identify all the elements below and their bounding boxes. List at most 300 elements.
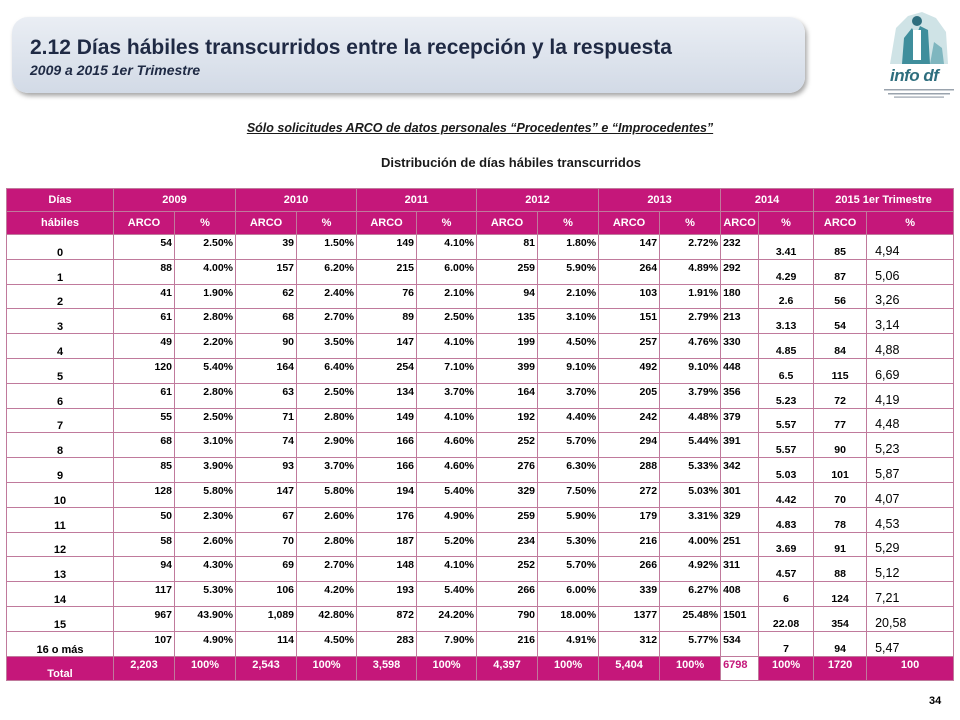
table-cell: 2.10% bbox=[538, 284, 599, 309]
table-cell: 2.20% bbox=[175, 334, 236, 359]
table-cell: 193 bbox=[357, 582, 417, 607]
table-cell: 7 bbox=[759, 631, 814, 656]
table-row bbox=[7, 507, 954, 532]
table-cell: 391 bbox=[721, 433, 759, 458]
table-cell: 2.90% bbox=[297, 433, 357, 458]
table-cell: 70 bbox=[814, 482, 867, 507]
table-cell: 5.30% bbox=[175, 582, 236, 607]
table-cell: 2.80% bbox=[297, 532, 357, 557]
row-label-dias: 11 bbox=[7, 507, 114, 532]
table-cell: 1501 bbox=[721, 606, 759, 631]
total-cell: 2,543 bbox=[236, 656, 297, 680]
table-cell: 68 bbox=[236, 309, 297, 334]
table-cell: 7.50% bbox=[538, 482, 599, 507]
table-row bbox=[7, 606, 954, 631]
table-body bbox=[7, 235, 954, 657]
table-cell: 88 bbox=[814, 557, 867, 582]
table-cell: 5,06 bbox=[867, 259, 954, 284]
table-cell: 55 bbox=[114, 408, 175, 433]
header-year-2014: 2014 bbox=[721, 189, 814, 212]
table-cell: 4.90% bbox=[417, 507, 477, 532]
table-cell: 4.10% bbox=[417, 408, 477, 433]
table-cell: 1.91% bbox=[660, 284, 721, 309]
total-row bbox=[7, 656, 954, 680]
table-cell: 3.31% bbox=[660, 507, 721, 532]
table-caption: Distribución de días hábiles transcurridos bbox=[380, 155, 642, 170]
header-year-2011: 2011 bbox=[357, 189, 477, 212]
table-cell: 6.20% bbox=[297, 259, 357, 284]
table-cell: 205 bbox=[599, 383, 660, 408]
table-cell: 2.30% bbox=[175, 507, 236, 532]
table-cell: 2.50% bbox=[297, 383, 357, 408]
table-cell: 90 bbox=[236, 334, 297, 359]
total-cell: 100% bbox=[660, 656, 721, 680]
table-cell: 4.60% bbox=[417, 433, 477, 458]
table-cell: 68 bbox=[114, 433, 175, 458]
table-row bbox=[7, 532, 954, 557]
table-cell: 252 bbox=[477, 433, 538, 458]
row-label-dias: 0 bbox=[7, 235, 114, 260]
table-cell: 5.90% bbox=[538, 507, 599, 532]
table-cell: 54 bbox=[114, 235, 175, 260]
table-cell: 69 bbox=[236, 557, 297, 582]
table-cell: 67 bbox=[236, 507, 297, 532]
table-cell: 94 bbox=[814, 631, 867, 656]
table-cell: 3.10% bbox=[175, 433, 236, 458]
row-label-dias: 15 bbox=[7, 606, 114, 631]
table-cell: 6.00% bbox=[417, 259, 477, 284]
table-cell: 1377 bbox=[599, 606, 660, 631]
table-cell: 39 bbox=[236, 235, 297, 260]
header-arco: ARCO bbox=[357, 212, 417, 235]
table-cell: 4.57 bbox=[759, 557, 814, 582]
table-cell: 5.44% bbox=[660, 433, 721, 458]
table-cell: 4.29 bbox=[759, 259, 814, 284]
logo-fineprint bbox=[884, 88, 954, 98]
table-cell: 3.10% bbox=[538, 309, 599, 334]
table-cell: 216 bbox=[599, 532, 660, 557]
table-row bbox=[7, 309, 954, 334]
table-cell: 41 bbox=[114, 284, 175, 309]
table-cell: 448 bbox=[721, 358, 759, 383]
table-cell: 257 bbox=[599, 334, 660, 359]
header-area bbox=[8, 6, 954, 100]
table-cell: 4.60% bbox=[417, 458, 477, 483]
header-habiles: hábiles bbox=[7, 212, 114, 235]
table-cell: 4.50% bbox=[297, 631, 357, 656]
table-cell: 61 bbox=[114, 383, 175, 408]
table-cell: 6.00% bbox=[538, 582, 599, 607]
row-label-dias: 4 bbox=[7, 334, 114, 359]
table-cell: 149 bbox=[357, 235, 417, 260]
table-cell: 5.57 bbox=[759, 408, 814, 433]
header-arco: ARCO bbox=[814, 212, 867, 235]
table-cell: 18.00% bbox=[538, 606, 599, 631]
table-cell: 3.70% bbox=[538, 383, 599, 408]
table-cell: 216 bbox=[477, 631, 538, 656]
table-cell: 6.5 bbox=[759, 358, 814, 383]
table-row bbox=[7, 259, 954, 284]
table-cell: 54 bbox=[814, 309, 867, 334]
table-cell: 790 bbox=[477, 606, 538, 631]
table-cell: 330 bbox=[721, 334, 759, 359]
total-cell: 3,598 bbox=[357, 656, 417, 680]
table-cell: 7.10% bbox=[417, 358, 477, 383]
row-label-dias: 3 bbox=[7, 309, 114, 334]
total-cell: 2,203 bbox=[114, 656, 175, 680]
table-cell: 288 bbox=[599, 458, 660, 483]
page-number: 34 bbox=[929, 695, 942, 707]
header-row-years bbox=[7, 189, 954, 212]
table-cell: 88 bbox=[114, 259, 175, 284]
table-cell: 264 bbox=[599, 259, 660, 284]
table-cell: 259 bbox=[477, 507, 538, 532]
page-subtitle: 2009 a 2015 1er Trimestre bbox=[30, 62, 201, 78]
header-year-2012: 2012 bbox=[477, 189, 599, 212]
table-cell: 103 bbox=[599, 284, 660, 309]
table-row bbox=[7, 433, 954, 458]
table-cell: 5.40% bbox=[417, 482, 477, 507]
table-cell: 84 bbox=[814, 334, 867, 359]
header-percent: % bbox=[867, 212, 954, 235]
table-row bbox=[7, 235, 954, 260]
table-cell: 58 bbox=[114, 532, 175, 557]
table-cell: 5.40% bbox=[417, 582, 477, 607]
table-cell: 5.70% bbox=[538, 557, 599, 582]
row-label-dias: 9 bbox=[7, 458, 114, 483]
table-cell: 4.90% bbox=[175, 631, 236, 656]
table-cell: 157 bbox=[236, 259, 297, 284]
table-cell: 2.72% bbox=[660, 235, 721, 260]
table-row bbox=[7, 408, 954, 433]
table-cell: 967 bbox=[114, 606, 175, 631]
table-row bbox=[7, 284, 954, 309]
table-cell: 1.50% bbox=[297, 235, 357, 260]
table-cell: 192 bbox=[477, 408, 538, 433]
table-cell: 4.42 bbox=[759, 482, 814, 507]
table-cell: 872 bbox=[357, 606, 417, 631]
table-cell: 2.79% bbox=[660, 309, 721, 334]
table-cell: 3.69 bbox=[759, 532, 814, 557]
total-cell: 100% bbox=[759, 656, 814, 680]
header-year-2010: 2010 bbox=[236, 189, 357, 212]
table-cell: 4.00% bbox=[660, 532, 721, 557]
table-cell: 5.03 bbox=[759, 458, 814, 483]
table-row bbox=[7, 631, 954, 656]
table-cell: 151 bbox=[599, 309, 660, 334]
table-cell: 176 bbox=[357, 507, 417, 532]
table-cell: 180 bbox=[721, 284, 759, 309]
header-year-2013: 2013 bbox=[599, 189, 721, 212]
table-row bbox=[7, 383, 954, 408]
table-cell: 4,19 bbox=[867, 383, 954, 408]
table-cell: 5.20% bbox=[417, 532, 477, 557]
table-cell: 1,089 bbox=[236, 606, 297, 631]
header-arco: ARCO bbox=[599, 212, 660, 235]
table-cell: 3.79% bbox=[660, 383, 721, 408]
table-cell: 4,07 bbox=[867, 482, 954, 507]
table-cell: 329 bbox=[721, 507, 759, 532]
infodf-logo-text: info df bbox=[890, 66, 939, 85]
table-cell: 2.10% bbox=[417, 284, 477, 309]
table-cell: 534 bbox=[721, 631, 759, 656]
table-cell: 4.50% bbox=[538, 334, 599, 359]
total-cell: 5,404 bbox=[599, 656, 660, 680]
table-cell: 266 bbox=[477, 582, 538, 607]
table-row bbox=[7, 334, 954, 359]
table-cell: 5.33% bbox=[660, 458, 721, 483]
table-cell: 283 bbox=[357, 631, 417, 656]
table-cell: 120 bbox=[114, 358, 175, 383]
table-cell: 164 bbox=[236, 358, 297, 383]
table-cell: 164 bbox=[477, 383, 538, 408]
table-cell: 94 bbox=[114, 557, 175, 582]
table-cell: 251 bbox=[721, 532, 759, 557]
table-cell: 5,12 bbox=[867, 557, 954, 582]
table-cell: 276 bbox=[477, 458, 538, 483]
row-label-dias: 13 bbox=[7, 557, 114, 582]
table-cell: 149 bbox=[357, 408, 417, 433]
table-cell: 4,48 bbox=[867, 408, 954, 433]
total-cell: 100% bbox=[538, 656, 599, 680]
table-cell: 5.80% bbox=[175, 482, 236, 507]
table-cell: 20,58 bbox=[867, 606, 954, 631]
table-cell: 379 bbox=[721, 408, 759, 433]
table-cell: 5.57 bbox=[759, 433, 814, 458]
table-cell: 492 bbox=[599, 358, 660, 383]
table-cell: 4.85 bbox=[759, 334, 814, 359]
table-cell: 50 bbox=[114, 507, 175, 532]
table-cell: 81 bbox=[477, 235, 538, 260]
table-cell: 5.90% bbox=[538, 259, 599, 284]
table-cell: 63 bbox=[236, 383, 297, 408]
table-cell: 3.90% bbox=[175, 458, 236, 483]
table-cell: 356 bbox=[721, 383, 759, 408]
table-cell: 5,23 bbox=[867, 433, 954, 458]
table-cell: 329 bbox=[477, 482, 538, 507]
table-cell: 101 bbox=[814, 458, 867, 483]
table-cell: 70 bbox=[236, 532, 297, 557]
table-cell: 242 bbox=[599, 408, 660, 433]
table-cell: 4.91% bbox=[538, 631, 599, 656]
table-cell: 135 bbox=[477, 309, 538, 334]
table-cell: 292 bbox=[721, 259, 759, 284]
table-cell: 4.30% bbox=[175, 557, 236, 582]
table-cell: 89 bbox=[357, 309, 417, 334]
header-percent: % bbox=[175, 212, 236, 235]
table-cell: 117 bbox=[114, 582, 175, 607]
table-cell: 266 bbox=[599, 557, 660, 582]
table-cell: 5,29 bbox=[867, 532, 954, 557]
table-cell: 4,94 bbox=[867, 235, 954, 260]
table-cell: 107 bbox=[114, 631, 175, 656]
total-cell: 100 bbox=[867, 656, 954, 680]
table-cell: 272 bbox=[599, 482, 660, 507]
table-cell: 2.80% bbox=[175, 309, 236, 334]
table-cell: 2.70% bbox=[297, 557, 357, 582]
table-cell: 4.00% bbox=[175, 259, 236, 284]
table-cell: 234 bbox=[477, 532, 538, 557]
table-cell: 194 bbox=[357, 482, 417, 507]
table-cell: 5.80% bbox=[297, 482, 357, 507]
table-cell: 115 bbox=[814, 358, 867, 383]
table-cell: 3.13 bbox=[759, 309, 814, 334]
table-row bbox=[7, 582, 954, 607]
table-cell: 6,69 bbox=[867, 358, 954, 383]
table-cell: 134 bbox=[357, 383, 417, 408]
header-arco: ARCO bbox=[477, 212, 538, 235]
table-cell: 2.80% bbox=[175, 383, 236, 408]
table-cell: 62 bbox=[236, 284, 297, 309]
table-cell: 3,26 bbox=[867, 284, 954, 309]
table-cell: 7,21 bbox=[867, 582, 954, 607]
table-cell: 106 bbox=[236, 582, 297, 607]
row-label-dias: 8 bbox=[7, 433, 114, 458]
table-cell: 5,47 bbox=[867, 631, 954, 656]
table-cell: 148 bbox=[357, 557, 417, 582]
table-cell: 179 bbox=[599, 507, 660, 532]
table-cell: 87 bbox=[814, 259, 867, 284]
table-cell: 215 bbox=[357, 259, 417, 284]
table-cell: 4.92% bbox=[660, 557, 721, 582]
table-cell: 77 bbox=[814, 408, 867, 433]
table-cell: 354 bbox=[814, 606, 867, 631]
table-cell: 49 bbox=[114, 334, 175, 359]
table-cell: 61 bbox=[114, 309, 175, 334]
table-cell: 2.60% bbox=[297, 507, 357, 532]
table-cell: 213 bbox=[721, 309, 759, 334]
table-cell: 232 bbox=[721, 235, 759, 260]
row-label-dias: 7 bbox=[7, 408, 114, 433]
table-cell: 93 bbox=[236, 458, 297, 483]
table-cell: 3.70% bbox=[297, 458, 357, 483]
table-cell: 166 bbox=[357, 458, 417, 483]
header-arco: ARCO bbox=[114, 212, 175, 235]
row-label-dias: 6 bbox=[7, 383, 114, 408]
table-cell: 147 bbox=[357, 334, 417, 359]
table-cell: 5.70% bbox=[538, 433, 599, 458]
header-arco: ARCO bbox=[236, 212, 297, 235]
table-cell: 4.83 bbox=[759, 507, 814, 532]
business-days-table bbox=[6, 188, 954, 681]
total-cell: 100% bbox=[417, 656, 477, 680]
header-year-2009: 2009 bbox=[114, 189, 236, 212]
table-cell: 6.30% bbox=[538, 458, 599, 483]
table-cell: 2.80% bbox=[297, 408, 357, 433]
infodf-logo-icon bbox=[886, 8, 952, 68]
table-cell: 6.40% bbox=[297, 358, 357, 383]
table-cell: 4.40% bbox=[538, 408, 599, 433]
table-cell: 311 bbox=[721, 557, 759, 582]
table-cell: 4.89% bbox=[660, 259, 721, 284]
table-cell: 4,53 bbox=[867, 507, 954, 532]
table-cell: 76 bbox=[357, 284, 417, 309]
table-cell: 3.70% bbox=[417, 383, 477, 408]
table-cell: 2.40% bbox=[297, 284, 357, 309]
table-cell: 91 bbox=[814, 532, 867, 557]
table-cell: 74 bbox=[236, 433, 297, 458]
table-cell: 4.48% bbox=[660, 408, 721, 433]
table-cell: 24.20% bbox=[417, 606, 477, 631]
table-cell: 56 bbox=[814, 284, 867, 309]
header-percent: % bbox=[297, 212, 357, 235]
table-cell: 199 bbox=[477, 334, 538, 359]
table-cell: 6 bbox=[759, 582, 814, 607]
table-cell: 252 bbox=[477, 557, 538, 582]
table-cell: 4.10% bbox=[417, 235, 477, 260]
total-cell: 100% bbox=[297, 656, 357, 680]
table-cell: 5.23 bbox=[759, 383, 814, 408]
table-row bbox=[7, 482, 954, 507]
total-cell: 100% bbox=[175, 656, 236, 680]
row-label-dias: 14 bbox=[7, 582, 114, 607]
table-cell: 94 bbox=[477, 284, 538, 309]
table-cell: 3.50% bbox=[297, 334, 357, 359]
table-cell: 4,88 bbox=[867, 334, 954, 359]
table-cell: 7.90% bbox=[417, 631, 477, 656]
table-cell: 78 bbox=[814, 507, 867, 532]
table-cell: 4.20% bbox=[297, 582, 357, 607]
table-cell: 166 bbox=[357, 433, 417, 458]
table-cell: 301 bbox=[721, 482, 759, 507]
table-cell: 71 bbox=[236, 408, 297, 433]
table-cell: 72 bbox=[814, 383, 867, 408]
table-cell: 3,14 bbox=[867, 309, 954, 334]
table-cell: 408 bbox=[721, 582, 759, 607]
table-cell: 5.40% bbox=[175, 358, 236, 383]
table-cell: 5.77% bbox=[660, 631, 721, 656]
table-cell: 90 bbox=[814, 433, 867, 458]
table-cell: 42.80% bbox=[297, 606, 357, 631]
header-percent: % bbox=[417, 212, 477, 235]
table-cell: 124 bbox=[814, 582, 867, 607]
table-cell: 2.50% bbox=[417, 309, 477, 334]
header-year-2015: 2015 1er Trimestre bbox=[814, 189, 954, 212]
table-cell: 2.50% bbox=[175, 235, 236, 260]
table-cell: 147 bbox=[236, 482, 297, 507]
row-label-dias: 10 bbox=[7, 482, 114, 507]
header-percent: % bbox=[660, 212, 721, 235]
table-cell: 3.41 bbox=[759, 235, 814, 260]
table-cell: 294 bbox=[599, 433, 660, 458]
table-cell: 85 bbox=[814, 235, 867, 260]
table-cell: 187 bbox=[357, 532, 417, 557]
table-cell: 342 bbox=[721, 458, 759, 483]
row-label-dias: 2 bbox=[7, 284, 114, 309]
total-cell: 4,397 bbox=[477, 656, 538, 680]
table-cell: 114 bbox=[236, 631, 297, 656]
header-percent: % bbox=[759, 212, 814, 235]
table-cell: 22.08 bbox=[759, 606, 814, 631]
table-cell: 25.48% bbox=[660, 606, 721, 631]
header-percent: % bbox=[538, 212, 599, 235]
table-cell: 4.10% bbox=[417, 334, 477, 359]
header-dias: Días bbox=[7, 189, 114, 212]
table-cell: 1.90% bbox=[175, 284, 236, 309]
table-row bbox=[7, 557, 954, 582]
row-label-dias: 5 bbox=[7, 358, 114, 383]
row-label-dias: 1 bbox=[7, 259, 114, 284]
table-cell: 4.10% bbox=[417, 557, 477, 582]
table-cell: 399 bbox=[477, 358, 538, 383]
filter-caption: Sólo solicitudes ARCO de datos personales “Procedentes” e “Improcedentes” bbox=[246, 121, 714, 135]
table-cell: 147 bbox=[599, 235, 660, 260]
table-cell: 259 bbox=[477, 259, 538, 284]
table-cell: 5,87 bbox=[867, 458, 954, 483]
table-cell: 312 bbox=[599, 631, 660, 656]
row-label-dias: 16 o más bbox=[7, 631, 114, 656]
total-cell: 1720 bbox=[814, 656, 867, 680]
